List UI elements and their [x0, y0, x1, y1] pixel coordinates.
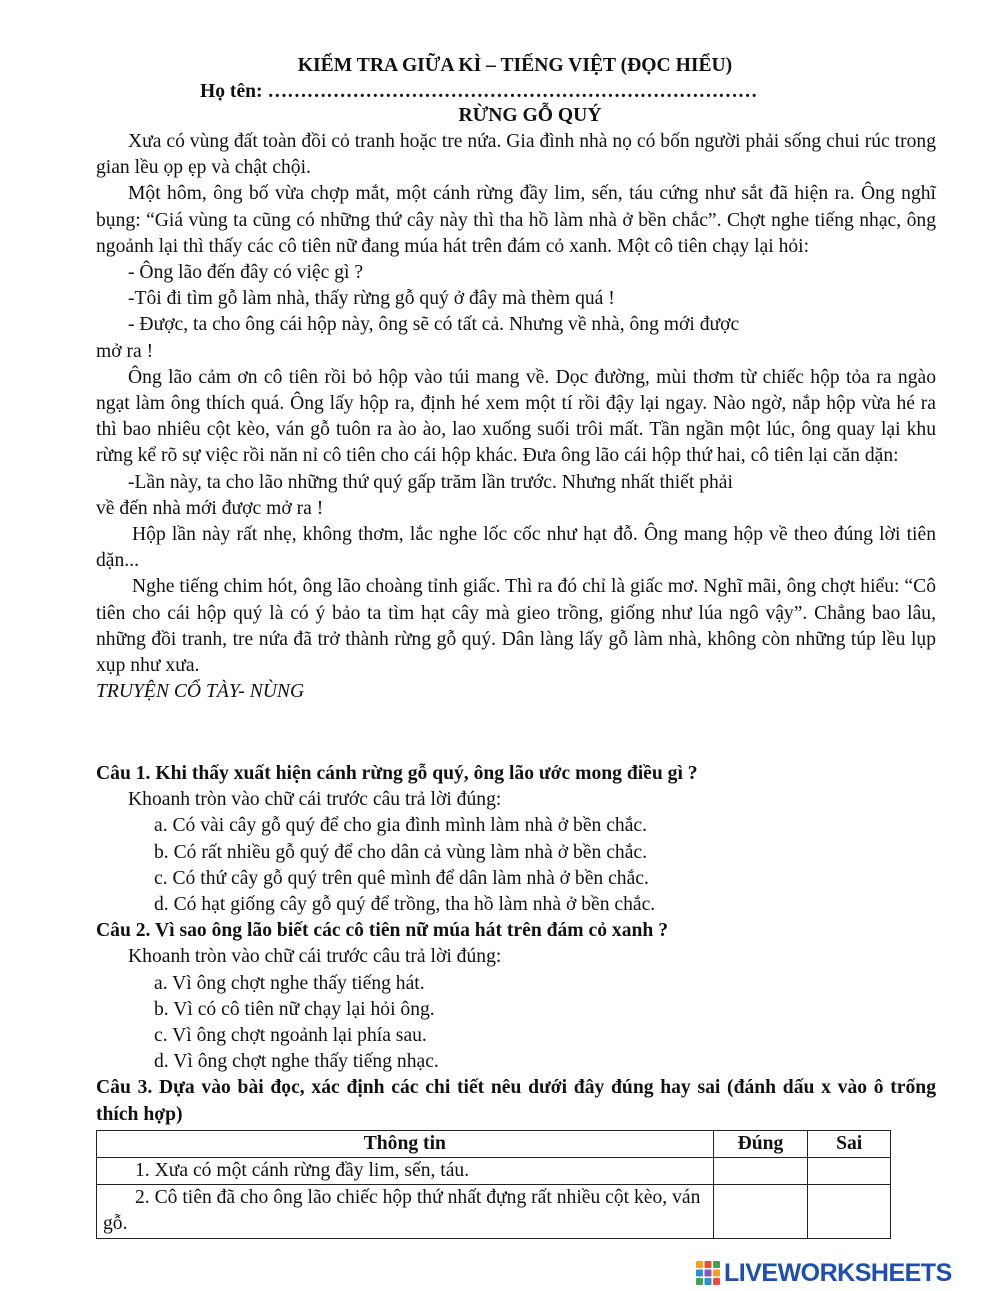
question-title: Câu 2. Vì sao ông lão biết các cô tiên nữ múa hát trên đám cỏ xanh ? — [96, 920, 669, 942]
story-dialog-line: - Được, ta cho ông cái hộp này, ông sẽ có tất cả. Nhưng về nhà, ông mới được — [128, 314, 740, 336]
liveworksheets-logo-icon — [695, 1260, 721, 1286]
false-answer-box[interactable] — [808, 1158, 891, 1185]
story-paragraph: Ông lão cảm ơn cô tiên rồi bỏ hộp vào túi mang về. Dọc đường, mùi thơm từ chiếc hộp tỏa ra ngào ngạt làm ông thích quá. Ông lấy hộp ra, định hé xem một tí rồi đậy lại ngay. Nào ngờ, nắp hộp vừa hé ra thì bao nhiêu cột kèo, ván gỗ tuôn ra ào ào, lao xuống suối trôi mất. Tần ngần một lúc, ông quay lại khu rừng kể rõ sự việc rồi năn nỉ cô tiên cho cái hộp khác. Đưa ông lão cái hộp thứ hai, cô tiên lại căn dặn: — [96, 366, 936, 467]
true-answer-box[interactable] — [713, 1158, 808, 1185]
true-answer-box[interactable] — [713, 1185, 808, 1238]
table-header-row — [97, 1130, 891, 1157]
question-instruction: Khoanh tròn vào chữ cái trước câu trả lời đúng: — [128, 946, 502, 968]
answer-option-d[interactable]: d. Có hạt giống cây gỗ quý để trồng, tha hồ làm nhà ở bền chắc. — [154, 894, 656, 916]
story-paragraph: Hộp lần này rất nhẹ, không thơm, lắc nghe lốc cốc như hạt đỗ. Ông mang hộp về theo đúng lời tiên dặn... — [96, 524, 936, 572]
story-dialog-line: - Ông lão đến đây có việc gì ? — [128, 262, 364, 284]
header-false: Sai — [808, 1130, 891, 1157]
header-true: Đúng — [713, 1130, 808, 1157]
name-line — [200, 79, 757, 105]
statement-cell: 2. Cô tiên đã cho ông lão chiếc hộp thứ nhất đựng rất nhiều cột kèo, ván gỗ. — [97, 1185, 714, 1238]
story-dialog-line: -Lần này, ta cho lão những thứ quý gấp trăm lần trước. Nhưng nhất thiết phải — [128, 471, 733, 493]
story-title: RỪNG GỖ QUÝ — [458, 105, 602, 126]
story-paragraph: Nghe tiếng chim hót, ông lão choàng tỉnh giấc. Thì ra đó chỉ là giấc mơ. Nghĩ mãi, ông chợt hiểu: “Cô tiên cho cái hộp quý là có ý bảo ta tìm hạt cây mà gieo trồng, giống như lúa ngô vậy”. Chẳng bao lâu, những đồi tranh, tre nứa đã trở thành rừng gỗ quý. Dân làng lấy gỗ làm nhà, không còn những túp lều lụp xụp như xưa. — [96, 576, 936, 677]
liveworksheets-brand — [695, 1258, 952, 1288]
story-dialog-line: mở ra ! — [96, 340, 154, 362]
answer-option-d[interactable]: d. Vì ông chợt nghe thấy tiếng nhạc. — [154, 1051, 439, 1073]
answer-option-c[interactable]: c. Vì ông chợt ngoảnh lại phía sau. — [154, 1025, 427, 1047]
name-dots: ………………………………………………………………… — [267, 81, 758, 102]
header-info: Thông tin — [97, 1130, 714, 1157]
story-text — [96, 129, 936, 705]
answer-option-b[interactable]: b. Vì có cô tiên nữ chạy lại hỏi ông. — [154, 998, 435, 1020]
exam-title: KIỂM TRA GIỮA KÌ – TIẾNG VIỆT (ĐỌC HIỂU) — [297, 55, 733, 76]
questions-section — [96, 761, 936, 1239]
table-row — [97, 1158, 891, 1185]
answer-option-b[interactable]: b. Có rất nhiều gỗ quý để cho dân cả vùng làm nhà ở bền chắc. — [154, 841, 647, 863]
question-title: Câu 3. Dựa vào bài đọc, xác định các chi tiết nêu dưới đây đúng hay sai (đánh dấu x vào ô trống thích hợp) — [96, 1077, 936, 1125]
story-paragraph: Một hôm, ông bố vừa chợp mắt, một cánh rừng đầy lim, sến, táu cứng như sắt đã hiện ra. Ông nghĩ bụng: “Giá vùng ta cũng có những thứ cây này thì tha hồ làm nhà ở bền chắc”. Chợt nghe tiếng nhạc, ông ngoảnh lại thì thấy các cô tiên nữ đang múa hát trên đám cỏ xanh. Một cô tiên chạy lại hỏi: — [96, 183, 936, 257]
table-row — [97, 1185, 891, 1238]
question-instruction: Khoanh tròn vào chữ cái trước câu trả lời đúng: — [128, 789, 502, 811]
story-source: TRUYỆN CỔ TÀY- NÙNG — [96, 681, 305, 703]
answer-option-a[interactable]: a. Vì ông chợt nghe thấy tiếng hát. — [154, 972, 425, 994]
question-2 — [96, 918, 936, 1075]
name-label: Họ tên: — [200, 81, 263, 102]
story-dialog-line: -Tôi đi tìm gỗ làm nhà, thấy rừng gỗ quý ở đây mà thèm quá ! — [128, 288, 615, 310]
true-false-table — [96, 1130, 891, 1239]
answer-options — [96, 971, 936, 1076]
story-paragraph: Xưa có vùng đất toàn đồi cỏ tranh hoặc tre nứa. Gia đình nhà nọ có bốn người phải sống chui rúc trong gian lều ọp ẹp và chật chội. — [96, 131, 936, 179]
answer-options — [96, 813, 936, 918]
question-title: Câu 1. Khi thấy xuất hiện cánh rừng gỗ quý, ông lão ước mong điều gì ? — [96, 763, 698, 784]
story-dialog-line: về đến nhà mới được mở ra ! — [96, 497, 324, 519]
statement-cell: 1. Xưa có một cánh rừng đầy lim, sến, táu. — [97, 1158, 714, 1185]
answer-option-a[interactable]: a. Có vài cây gỗ quý để cho gia đình mình làm nhà ở bền chắc. — [154, 815, 647, 837]
liveworksheets-wordmark: LIVEWORKSHEETS — [724, 1259, 952, 1287]
answer-option-c[interactable]: c. Có thứ cây gỗ quý trên quê mình để dân làm nhà ở bền chắc. — [154, 867, 649, 889]
false-answer-box[interactable] — [808, 1185, 891, 1238]
question-3 — [96, 1075, 936, 1238]
question-1 — [96, 761, 936, 918]
